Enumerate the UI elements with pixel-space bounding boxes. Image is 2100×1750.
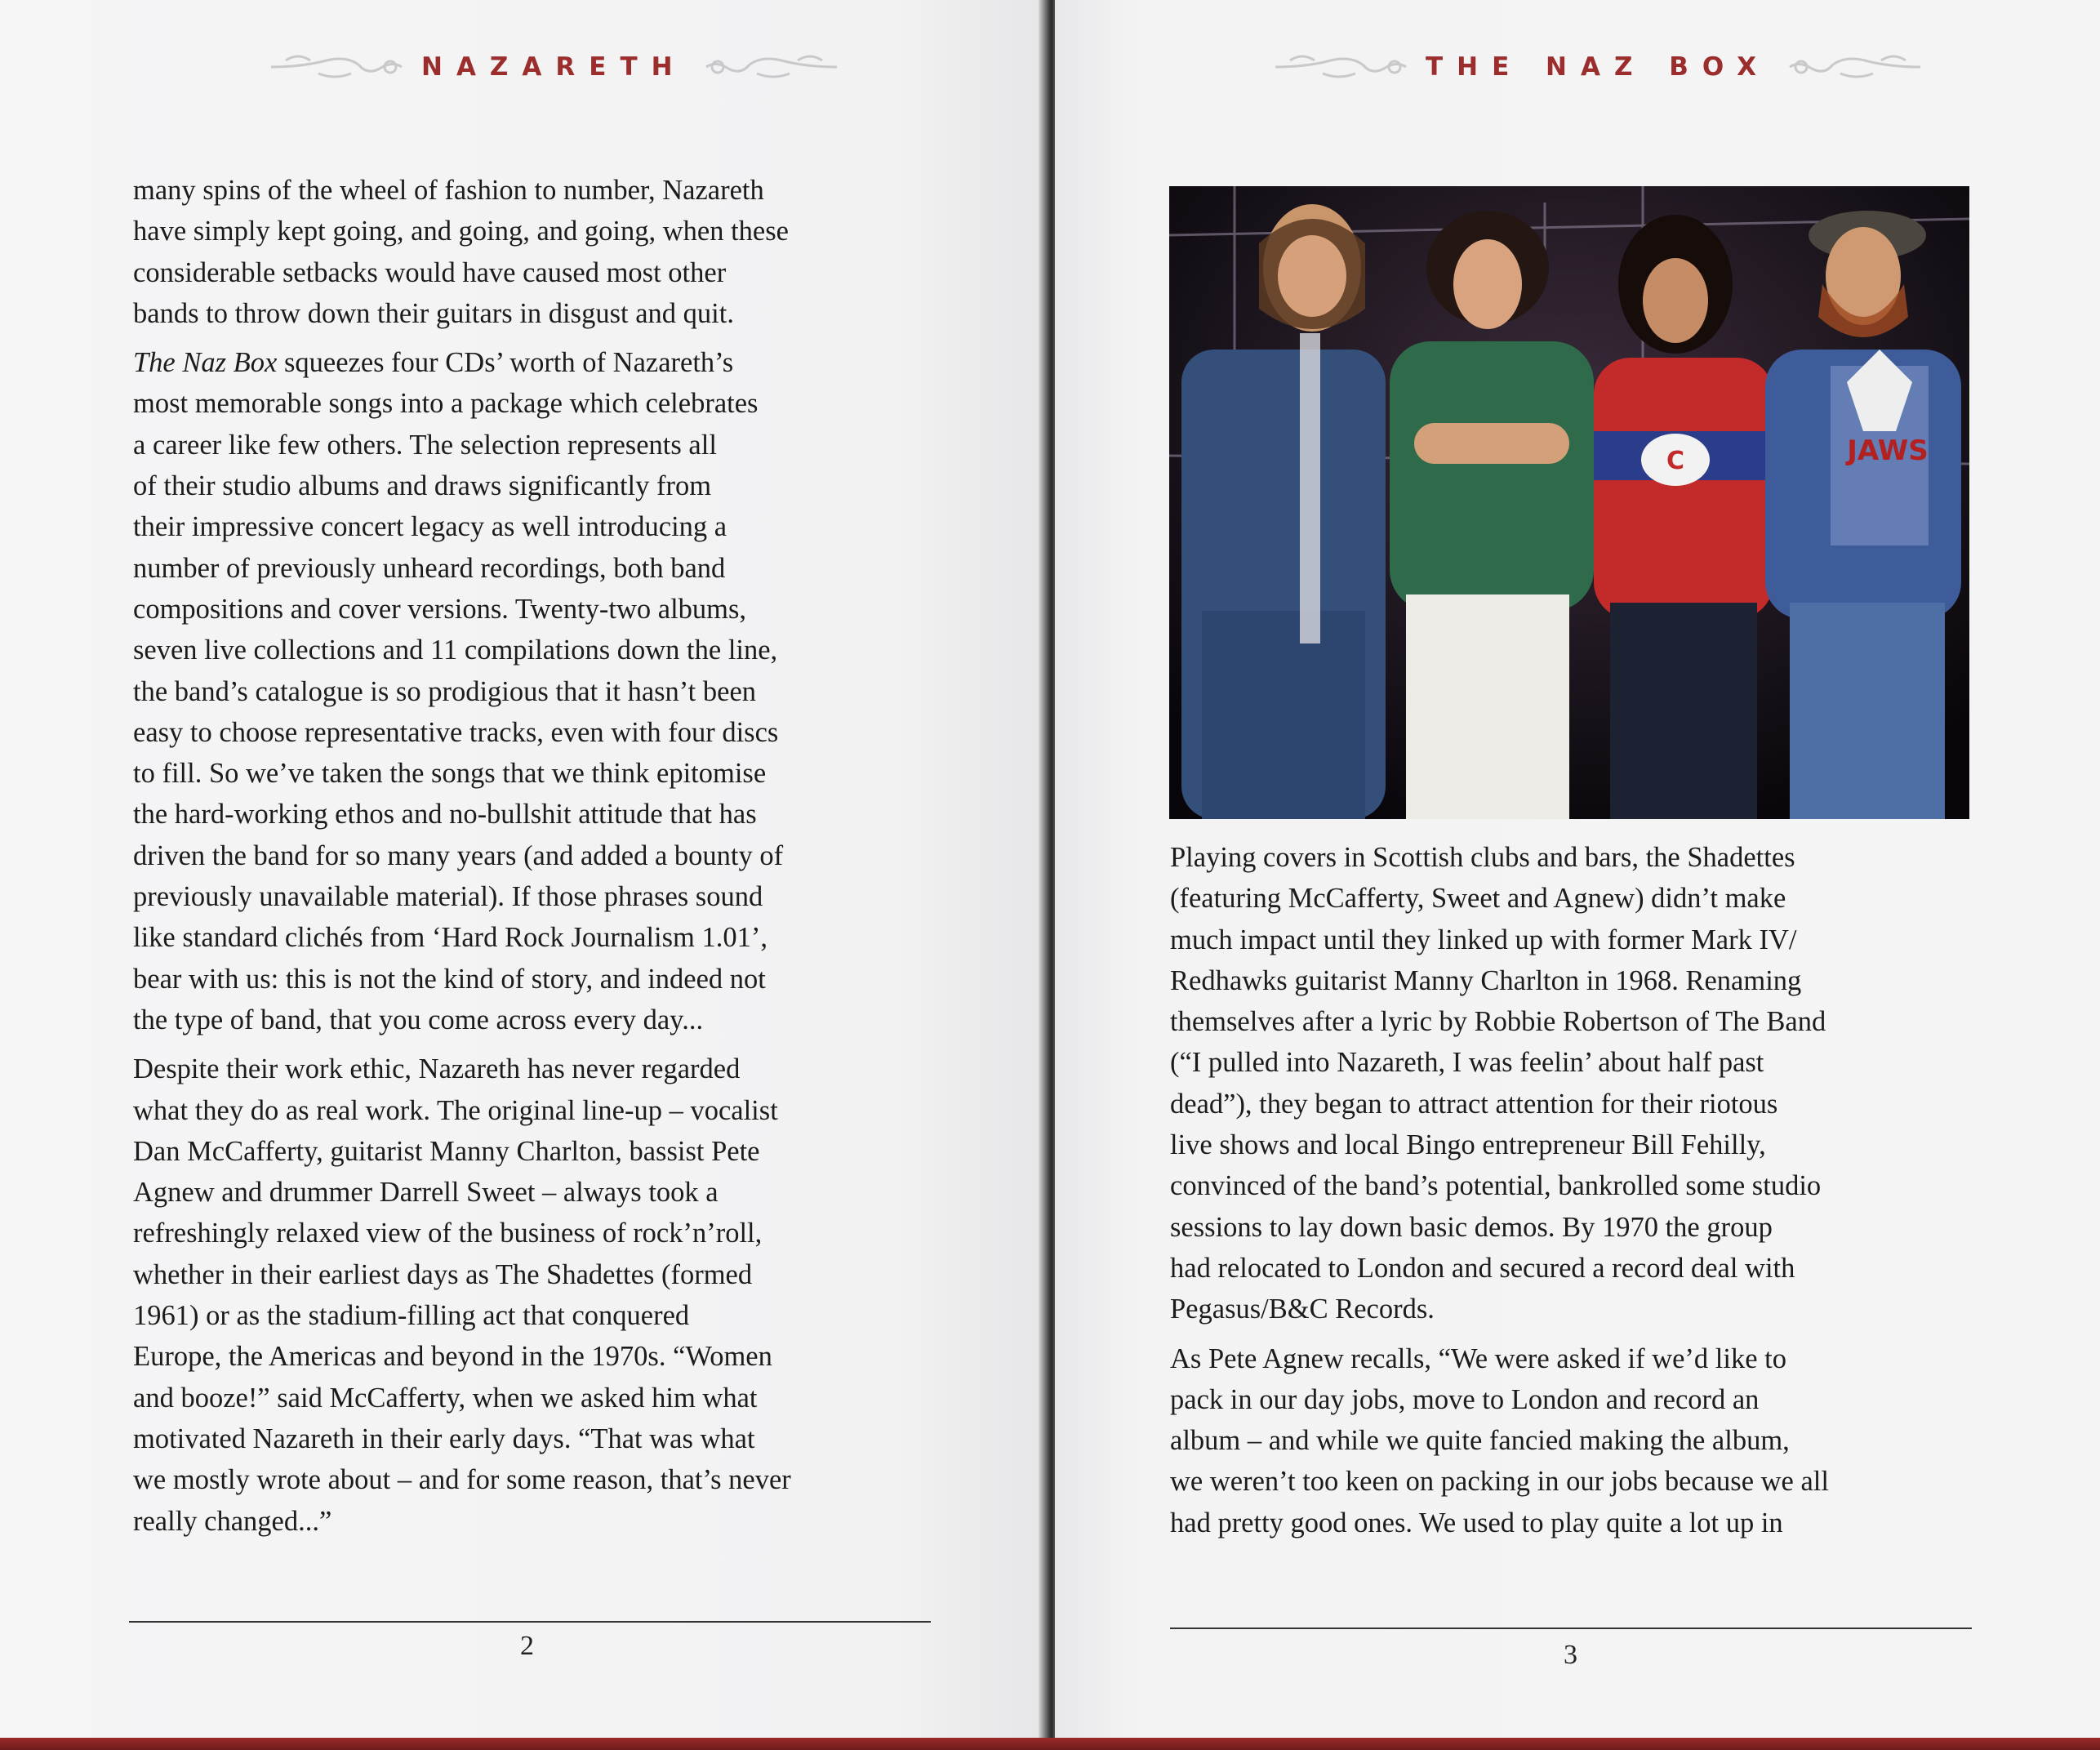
text-line: the type of band, that you come across every day... — [133, 1004, 704, 1035]
text-line: had pretty good ones. We used to play quite a lot up in — [1170, 1507, 1783, 1538]
text-line: we weren’t too keen on packing in our jobs because we all — [1170, 1466, 1829, 1498]
text-line: the hard-working ethos and no-bullshit attitude that has — [133, 799, 757, 830]
text-line: what they do as real work. The original line-up – vocalist — [133, 1094, 778, 1126]
text-line: seven live collections and 11 compilations down the line, — [133, 635, 778, 666]
text-line: their impressive concert legacy as well introducing a — [133, 511, 727, 543]
shirt-print: JAWS — [1847, 434, 1929, 467]
paragraph — [1170, 837, 1978, 1330]
text-line: driven the band for so many years (and added a bounty of — [133, 839, 784, 871]
text-line: (“I pulled into Nazareth, I was feelin’ about half past — [1170, 1047, 1764, 1079]
header-title: THE NAZ BOX — [1426, 52, 1771, 82]
text-line: considerable setbacks would have caused most other — [133, 256, 727, 288]
left-page-header — [269, 42, 839, 91]
book-title: The Naz Box — [133, 347, 278, 379]
text-line: the band’s catalogue is so prodigious that it hasn’t been — [133, 675, 757, 707]
flourish-right-icon — [700, 49, 839, 85]
text-line — [133, 342, 937, 383]
band-photo — [1169, 186, 1969, 819]
text-line: Despite their work ethic, Nazareth has never regarded — [133, 1053, 741, 1085]
text-line: to fill. So we’ve taken the songs that we think epitomise — [133, 758, 767, 790]
text-line: compositions and cover versions. Twenty-two albums, — [133, 593, 747, 625]
right-body-text — [1170, 837, 1978, 1552]
text-line: motivated Nazareth in their early days. “That was what — [133, 1423, 755, 1454]
text-line: Pegasus/B&C Records. — [1170, 1294, 1435, 1325]
text-line: of their studio albums and draws significantly from — [133, 470, 712, 502]
text-fragment: squeezes four CDs’ worth of Nazareth’s — [277, 347, 734, 379]
text-line: most memorable songs into a package which celebrates — [133, 388, 759, 420]
text-line: Dan McCafferty, guitarist Manny Charlton, bassist Pete — [133, 1135, 760, 1167]
left-body-text — [133, 170, 937, 1550]
text-line: refreshingly relaxed view of the business of rock’n’roll, — [133, 1218, 763, 1249]
text-line: Agnew and drummer Darrell Sweet – always took a — [133, 1177, 719, 1209]
text-line: Europe, the Americas and beyond in the 1970s. “Women — [133, 1341, 772, 1373]
flourish-left-icon — [269, 49, 408, 85]
text-line: had relocated to London and secured a record deal with — [1170, 1252, 1795, 1284]
text-line: like standard clichés from ‘Hard Rock Journalism 1.01’, — [133, 922, 768, 954]
text-line: previously unavailable material). If those phrases sound — [133, 881, 763, 913]
text-line: we mostly wrote about – and for some reason, that’s never — [133, 1464, 791, 1496]
footer-rule — [1170, 1628, 1972, 1629]
text-line: Redhawks guitarist Manny Charlton in 1968. Renaming — [1170, 964, 1802, 996]
text-line: much impact until they linked up with former Mark IV/ — [1170, 924, 1797, 955]
paragraph — [133, 1049, 937, 1542]
text-line: really changed...” — [133, 1505, 332, 1537]
text-line: number of previously unheard recordings, both band — [133, 552, 726, 584]
text-line: Playing covers in Scottish clubs and bars, the Shadettes — [1170, 842, 1795, 873]
text-line: sessions to lay down basic demos. By 1970 the group — [1170, 1211, 1773, 1243]
flourish-right-icon — [1783, 49, 1922, 85]
text-line: (featuring McCafferty, Sweet and Agnew) didn’t make — [1170, 883, 1786, 915]
text-line: live shows and local Bingo entrepreneur Bill Fehilly, — [1170, 1129, 1766, 1161]
text-line: pack in our day jobs, move to London and record an — [1170, 1383, 1760, 1415]
text-line: As Pete Agnew recalls, “We were asked if we’d like to — [1170, 1343, 1786, 1374]
text-line: bear with us: this is not the kind of story, and indeed not — [133, 963, 766, 995]
right-page-header — [1274, 42, 1922, 91]
text-line: 1961) or as the stadium-filling act that conquered — [133, 1300, 690, 1332]
paragraph — [133, 170, 937, 334]
text-line: and booze!” said McCafferty, when we asked him what — [133, 1382, 758, 1414]
paragraph — [133, 342, 937, 1040]
text-line: a career like few others. The selection represents all — [133, 429, 717, 461]
text-line: whether in their earliest days as The Shadettes (formed — [133, 1258, 753, 1290]
footer-rule — [129, 1621, 931, 1623]
text-line: convinced of the band’s potential, bankrolled some studio — [1170, 1170, 1822, 1202]
text-line: have simply kept going, and going, and going, when these — [133, 216, 789, 247]
svg-text:C: C — [1666, 447, 1685, 475]
text-line: album – and while we quite fancied making the album, — [1170, 1425, 1790, 1457]
text-line: themselves after a lyric by Robbie Robertson of The Band — [1170, 1006, 1826, 1038]
paragraph — [1170, 1338, 1978, 1543]
band-photo-illustration — [1169, 186, 1969, 819]
book-cover-edge — [0, 1738, 2100, 1750]
flourish-left-icon — [1274, 49, 1413, 85]
page-number: 2 — [520, 1631, 534, 1661]
text-line: many spins of the wheel of fashion to number, Nazareth — [133, 175, 764, 206]
page-number: 3 — [1564, 1640, 1577, 1670]
text-line: easy to choose representative tracks, even with four discs — [133, 716, 779, 748]
text-line: bands to throw down their guitars in disgust and quit. — [133, 297, 734, 329]
text-line: dead”), they began to attract attention for their riotous — [1170, 1088, 1778, 1120]
header-title: NAZARETH — [421, 52, 687, 82]
